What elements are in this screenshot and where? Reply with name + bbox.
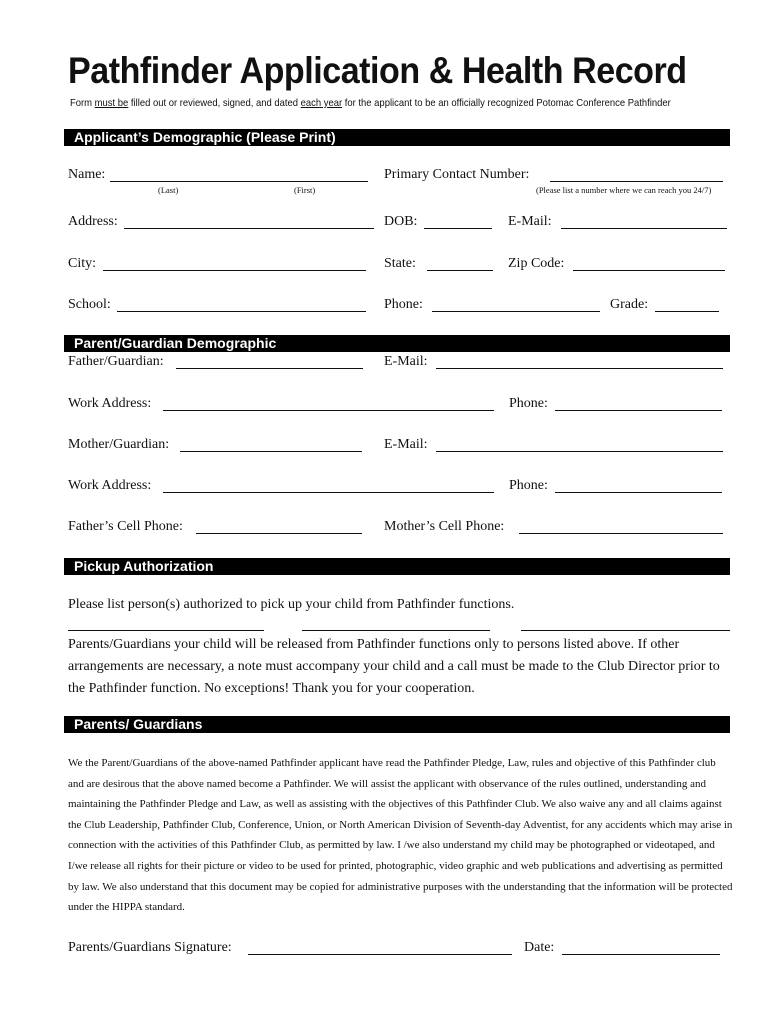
father-cell-phone-label: Father’s Cell Phone: (68, 519, 183, 534)
primary-contact-field[interactable] (550, 181, 723, 182)
father-phone-label: Phone: (509, 396, 548, 411)
grade-field[interactable] (655, 311, 719, 312)
mother-cell-phone-label: Mother’s Cell Phone: (384, 519, 505, 534)
zip-code-label: Zip Code: (508, 256, 565, 271)
pickup-person-field[interactable] (521, 630, 730, 631)
last-name-hint: (Last) (158, 185, 179, 195)
guardian-section-heading: Parent/Guardian Demographic (64, 335, 730, 352)
school-field[interactable] (117, 311, 366, 312)
phone-label: Phone: (384, 297, 423, 312)
pickup-person-field[interactable] (302, 630, 490, 631)
pickup-notice: Parents/Guardians your child will be released from Pathfinder functions only to persons listed above. If other arrangements are necessary, a note must accompany your child and a call must be made to the Club Director prior to the Pathfinder function. No exceptions! Thank you for your cooperation. (68, 637, 720, 696)
primary-contact-label: Primary Contact Number: (384, 167, 530, 182)
father-work-address-field[interactable] (163, 410, 494, 411)
mother-email-label: E-Mail: (384, 437, 428, 452)
email-label: E-Mail: (508, 214, 552, 229)
signature-field[interactable] (248, 954, 512, 955)
father-guardian-label: Father/Guardian: (68, 354, 164, 369)
zip-code-field[interactable] (573, 270, 725, 271)
father-phone-field[interactable] (555, 410, 722, 411)
mother-guardian-label: Mother/Guardian: (68, 437, 170, 452)
state-label: State: (384, 256, 416, 271)
pickup-person-field[interactable] (68, 630, 264, 631)
father-email-label: E-Mail: (384, 354, 428, 369)
mother-phone-label: Phone: (509, 478, 548, 493)
name-label: Name: (68, 167, 106, 182)
mother-cell-phone-field[interactable] (519, 533, 723, 534)
instructions-text: Form (70, 97, 95, 109)
page-title: Pathfinder Application & Health Record (68, 50, 687, 91)
form-instructions (70, 97, 671, 109)
mother-work-address-label: Work Address: (68, 478, 152, 493)
parents-section-heading: Parents/ Guardians (64, 716, 730, 733)
dob-field[interactable] (424, 228, 492, 229)
consent-statement: We the Parent/Guardians of the above-named Pathfinder applicant have read the Pathfinder Pledge, Law, rules and objective of this Pathfinder club and are desirous that the above named become a Pathfinder. We will assist the applicant with observance of the rules outlined, understanding and maintaining the Pathfinder Pledge and Law, as well as assisting with the objectives of this Pathfinder Club. We also waive any and all claims against the Club Leadership, Pathfinder Club, Conference, Union, or North American Division of Seventh-day Adventist, for any accidents which may arise in connection with the activities of this Pathfinder Club, as permitted by law. I /we also understand my child may be photographed or videotaped, and I/we release all rights for their picture or video to be used for printed, photographic, video graphic and web publications and advertising as permitted by law. We also understand that this document may be copied for administrative purposes with the understanding that the information will be protected under the HIPPA standard. (68, 757, 733, 914)
applicant-section-heading: Applicant’s Demographic (Please Print) (64, 129, 730, 146)
state-field[interactable] (427, 270, 493, 271)
instructions-text: filled out or reviewed, signed, and dated (128, 97, 301, 109)
first-name-hint: (First) (294, 185, 316, 195)
name-field[interactable] (110, 181, 368, 182)
city-label: City: (68, 256, 97, 271)
father-cell-phone-field[interactable] (196, 533, 362, 534)
father-email-field[interactable] (436, 368, 723, 369)
school-label: School: (68, 297, 111, 312)
address-label: Address: (68, 214, 118, 229)
mother-work-address-field[interactable] (163, 492, 494, 493)
phone-field[interactable] (432, 311, 600, 312)
instructions-text: for the applicant to be an officially recognized Potomac Conference Pathfinder (342, 97, 671, 109)
pickup-prompt: Please list person(s) authorized to pick up your child from Pathfinder functions. (68, 597, 515, 612)
email-field[interactable] (561, 228, 727, 229)
mother-email-field[interactable] (436, 451, 723, 452)
city-field[interactable] (103, 270, 366, 271)
primary-contact-hint: (Please list a number where we can reach you 24/7) (536, 185, 712, 195)
date-field[interactable] (562, 954, 720, 955)
mother-phone-field[interactable] (555, 492, 722, 493)
father-guardian-field[interactable] (176, 368, 363, 369)
grade-label: Grade: (610, 297, 649, 312)
address-field[interactable] (124, 228, 374, 229)
father-work-address-label: Work Address: (68, 396, 152, 411)
instructions-emphasis-each-year: each year (300, 97, 343, 109)
signature-label: Parents/Guardians Signature: (68, 940, 232, 955)
dob-label: DOB: (384, 214, 418, 229)
instructions-emphasis-must: must be (94, 97, 129, 109)
pickup-section-heading: Pickup Authorization (64, 558, 730, 575)
date-label: Date: (524, 940, 555, 955)
mother-guardian-field[interactable] (180, 451, 362, 452)
